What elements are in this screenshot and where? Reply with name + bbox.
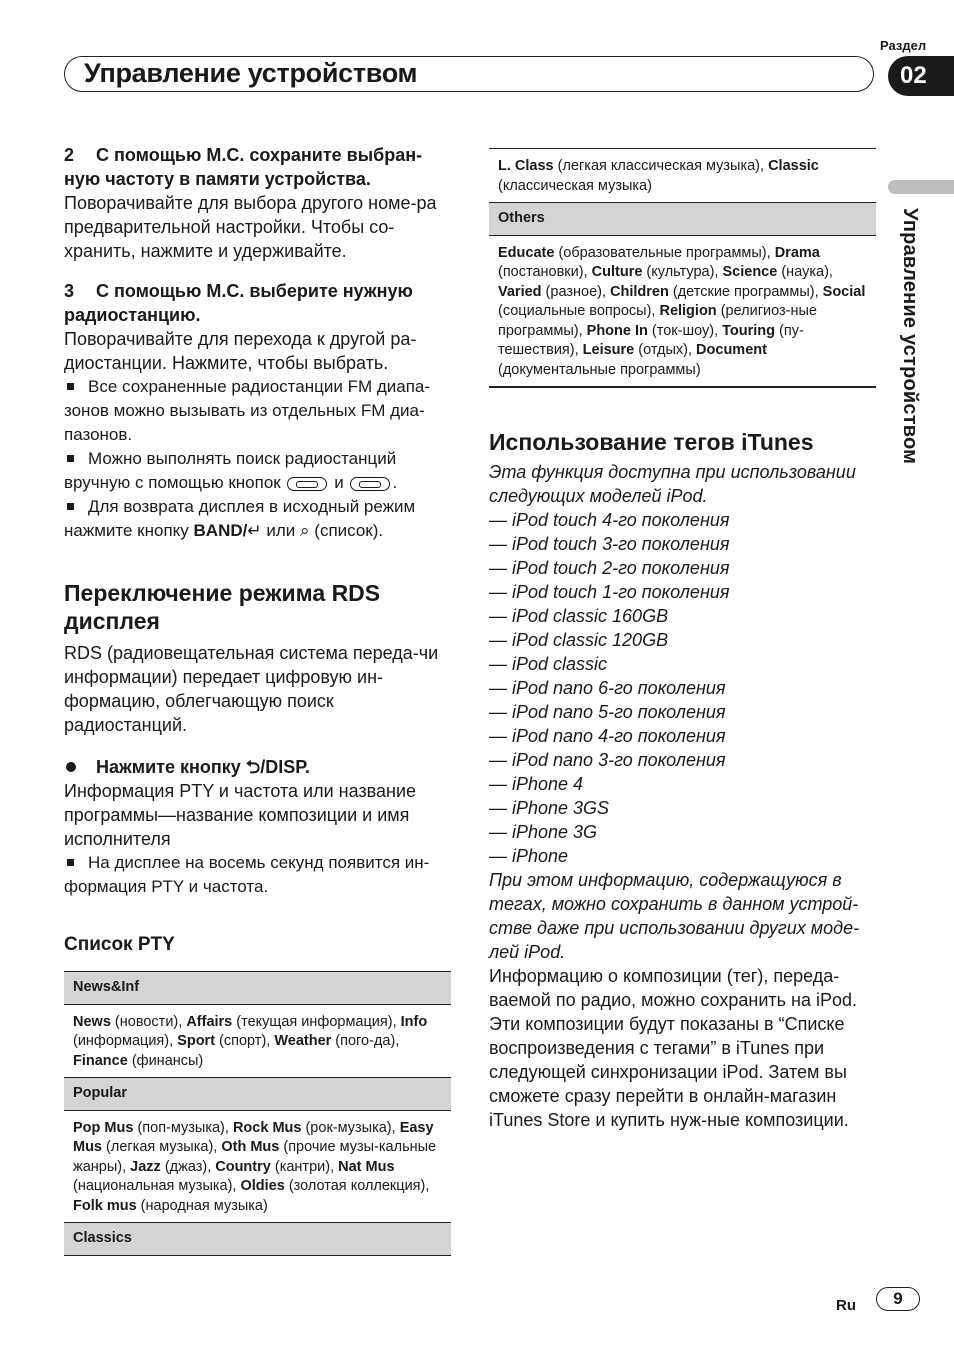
ipod-model-item: — iPod classic 160GB bbox=[489, 606, 669, 626]
pty-genre-desc: (культура), bbox=[642, 264, 723, 280]
pty-genre-name: Rock Mus bbox=[232, 1119, 302, 1136]
pty-header-classics: Classics bbox=[64, 1223, 451, 1256]
note-return-display: Для возврата дисплея в исходный режим нажмите кнопку BAND/↵ или ⌕ (список). bbox=[64, 497, 416, 540]
pty-genre-name: Finance bbox=[73, 1052, 128, 1069]
right-column bbox=[489, 148, 877, 1132]
rds-step: Нажмите кнопку ⮌/DISP. bbox=[64, 755, 456, 779]
ipod-model-item: — iPod touch 4-го поколения bbox=[489, 510, 730, 530]
ipod-model-item: — iPod touch 2-го поколения bbox=[489, 558, 730, 578]
search-icon: ⌕ bbox=[300, 521, 310, 540]
ipod-model-item: — iPod touch 3-го поколения bbox=[489, 534, 730, 554]
step-2-body: Поворачивайте для выбора другого номе-ра предварительной настройки. Чтобы со-хранить, нажмите и удерживайте. bbox=[64, 193, 437, 261]
pty-genre-name: Country bbox=[215, 1158, 271, 1175]
ipod-model-item: — iPod classic 120GB bbox=[489, 630, 669, 650]
pty-cell-others bbox=[489, 235, 876, 387]
pty-genre-desc: (легкая классическая музыка), bbox=[553, 158, 769, 174]
step-2-heading: 2 С помощью M.C. сохраните выбран-ную частоту в памяти устройства. bbox=[64, 145, 423, 189]
note-manual-search: Можно выполнять поиск радиостанций вручную с помощью кнопок и . bbox=[64, 449, 398, 492]
pty-genre-desc: (спорт), bbox=[215, 1033, 275, 1049]
pty-genre-name: Jazz bbox=[130, 1158, 161, 1175]
section-label: Раздел bbox=[880, 38, 927, 53]
side-title: Управление устройством bbox=[899, 208, 921, 465]
seek-right-button-icon bbox=[350, 477, 390, 491]
note-fm-bands: Все сохраненные радиостанции FM диапа-зонов можно вызывать из отдельных FM диа-пазонов. bbox=[64, 377, 431, 444]
pty-genre-name: Culture bbox=[591, 264, 643, 280]
pty-genre-name: Classic bbox=[768, 158, 819, 174]
pty-genre-name: Weather bbox=[274, 1033, 332, 1049]
itunes-note: При этом информацию, содержащуюся в тегах, можно сохранить в данном устрой-стве даже при использовании других моде-лей iPod. bbox=[489, 870, 860, 962]
pty-table-right bbox=[489, 148, 876, 388]
pty-genre-name: News bbox=[73, 1013, 111, 1030]
pty-genre-name: Nat Mus bbox=[338, 1158, 395, 1175]
pty-genre-name: Leisure bbox=[582, 342, 635, 358]
pty-genre-name: Affairs bbox=[186, 1013, 233, 1030]
pty-genre-name: Pop Mus bbox=[73, 1119, 134, 1136]
pty-genre-desc: (легкая музыка), bbox=[102, 1139, 222, 1155]
ipod-model-item: — iPod nano 3-го поколения bbox=[489, 750, 726, 770]
step-3-heading: 3 С помощью M.C. выберите нужную радиостанцию. bbox=[64, 281, 413, 325]
pty-genre-name: L. Class bbox=[498, 158, 554, 174]
ipod-model-item: — iPod nano 4-го поколения bbox=[489, 726, 726, 746]
pty-genre-desc: (новости), bbox=[110, 1013, 187, 1030]
itunes-intro: Эта функция доступна при использовании следующих моделей iPod. bbox=[489, 462, 856, 506]
ipod-model-item: — iPhone 4 bbox=[489, 774, 584, 794]
pty-genre-name: Drama bbox=[774, 244, 820, 261]
ipod-model-item: — iPhone 3G bbox=[489, 822, 598, 842]
pty-genre-desc: (отдых), bbox=[634, 342, 697, 358]
page-title: Управление устройством bbox=[84, 58, 418, 88]
ipod-model-item: — iPod classic bbox=[489, 654, 608, 674]
pty-genre-name: Touring bbox=[722, 322, 776, 339]
pty-genre-name: Sport bbox=[177, 1033, 216, 1049]
section-badge: 02 bbox=[888, 56, 954, 96]
pty-genre-name: Educate bbox=[498, 244, 555, 261]
pty-header-news: News&Inf bbox=[64, 972, 451, 1005]
ipod-model-item: — iPod touch 1-го поколения bbox=[489, 582, 730, 602]
pty-genre-name: Oth Mus bbox=[221, 1139, 280, 1155]
note-bullet-icon bbox=[67, 383, 74, 390]
side-tab-marker bbox=[888, 180, 954, 194]
pty-genre-desc: (национальная музыка), bbox=[73, 1178, 241, 1194]
pty-genre-name: Oldies bbox=[240, 1178, 285, 1194]
pty-genre-desc: (информация), bbox=[73, 1033, 178, 1049]
pty-genre-desc: (пого-да), bbox=[331, 1033, 400, 1049]
itunes-section-heading: Использование тегов iTunes bbox=[489, 429, 814, 455]
seek-left-button-icon bbox=[287, 477, 327, 491]
pty-cell-news bbox=[64, 1004, 451, 1078]
pty-genre-desc: (постановки), bbox=[498, 264, 592, 280]
rds-note: На дисплее на восемь секунд появится ин-формация PTY и частота. bbox=[64, 853, 430, 896]
rds-body: RDS (радиовещательная система переда-чи информации) передает цифровую ин-формацию, облегчающую поиск радиостанций. bbox=[64, 643, 439, 735]
pty-genre-desc: (золотая коллекция), bbox=[284, 1178, 430, 1194]
pty-genre-name: Document bbox=[696, 342, 767, 358]
pty-genre-desc: (поп-музыка), bbox=[133, 1119, 233, 1136]
ipod-model-item: — iPhone bbox=[489, 846, 569, 866]
pty-genre-desc: (народная музыка) bbox=[136, 1197, 268, 1214]
pty-genre-desc: (пу-тешествия), bbox=[498, 322, 804, 358]
pty-list-heading: Список PTY bbox=[64, 934, 175, 955]
pty-header-others: Others bbox=[489, 203, 876, 236]
step-3-body: Поворачивайте для перехода к другой ра-диостанции. Нажмите, чтобы выбрать. bbox=[64, 329, 417, 373]
pty-genre-desc: (документальные программы) bbox=[498, 361, 701, 378]
pty-genre-desc: (кантри), bbox=[270, 1158, 339, 1175]
pty-genre-desc: (текущая информация), bbox=[232, 1013, 401, 1030]
language-code: Ru bbox=[836, 1297, 856, 1314]
pty-cell-classics bbox=[489, 149, 876, 203]
pty-genre-name: Children bbox=[610, 283, 669, 300]
pty-genre-name: Social bbox=[822, 283, 866, 300]
ipod-model-list bbox=[489, 508, 877, 868]
return-arrow-icon: ⮌ bbox=[245, 757, 261, 777]
left-column bbox=[64, 143, 456, 1256]
pty-genre-name: Religion bbox=[659, 303, 717, 319]
pty-genre-desc: (детские программы), bbox=[668, 283, 823, 300]
pty-genre-desc: (разное), bbox=[541, 283, 611, 300]
pty-genre-desc: (ток-шоу), bbox=[647, 322, 723, 339]
pty-genre-desc: (прочие музы-кальные жанры), bbox=[73, 1139, 437, 1175]
note-bullet-icon bbox=[67, 859, 74, 866]
back-arrow-icon: ↵ bbox=[247, 521, 262, 540]
pty-genre-desc: (социальные вопросы), bbox=[498, 303, 660, 319]
ipod-model-item: — iPod nano 5-го поколения bbox=[489, 702, 726, 722]
pty-genre-name: Varied bbox=[498, 283, 542, 300]
pty-genre-name: Science bbox=[722, 264, 778, 280]
pty-genre-desc: (религиоз-ные программы), bbox=[498, 303, 817, 339]
ipod-model-item: — iPhone 3GS bbox=[489, 798, 610, 818]
pty-genre-desc: (джаз), bbox=[160, 1158, 216, 1175]
pty-genre-desc: (финансы) bbox=[127, 1052, 204, 1069]
pty-header-popular: Popular bbox=[64, 1078, 451, 1111]
pty-table-left bbox=[64, 971, 451, 1256]
note-bullet-icon bbox=[67, 455, 74, 462]
pty-genre-desc: (наука), bbox=[777, 264, 833, 280]
pty-genre-name: Easy Mus bbox=[73, 1119, 434, 1155]
rds-step-body: Информация PTY и частота или название программы—название композиции и имя исполнителя bbox=[64, 781, 417, 849]
pty-cell-popular bbox=[64, 1110, 451, 1223]
pty-genre-desc: (классическая музыка) bbox=[498, 177, 652, 194]
pty-genre-name: Info bbox=[400, 1013, 428, 1030]
rds-section-heading: Переключение режима RDS дисплея bbox=[64, 580, 381, 634]
ipod-model-item: — iPod nano 6-го поколения bbox=[489, 678, 726, 698]
note-bullet-icon bbox=[67, 503, 74, 510]
page-number: 9 bbox=[876, 1287, 920, 1311]
pty-genre-name: Phone In bbox=[586, 322, 648, 339]
itunes-body: Информацию о композиции (тег), переда-ваемой по радио, можно сохранить на iPod. Эти композиции будут показаны в “Списке воспроизведения с тегами” в iTunes при следующей синхронизации iPod. Затем вы сможете сразу перейти в онлайн-магазин iTunes Store и купить нуж-ные композиции. bbox=[489, 966, 857, 1130]
pty-genre-name: Folk mus bbox=[73, 1197, 137, 1214]
pty-genre-desc: (образовательные программы), bbox=[554, 244, 775, 261]
pty-genre-desc: (рок-музыка), bbox=[301, 1119, 400, 1136]
bullet-dot-icon bbox=[66, 762, 76, 772]
